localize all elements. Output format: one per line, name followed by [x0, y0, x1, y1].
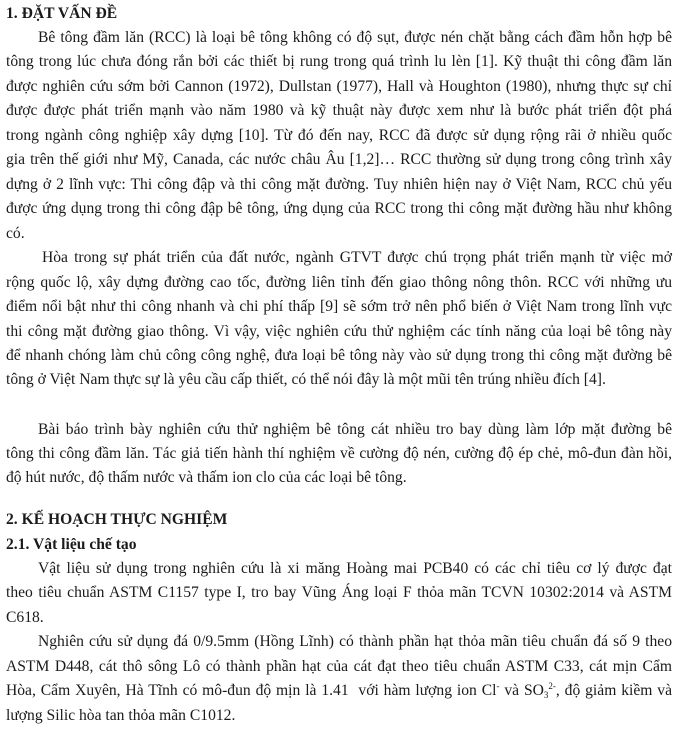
paragraph-line: để nhanh chóng làm chủ công công nghệ, đưa loại bê tông này vào sử dụng trong thi công mặt đường bê — [6, 347, 672, 364]
paragraph-line: ASTM D448, cát thô sông Lô có thành phần hạt của cát đạt theo tiêu chuẩn ASTM C33, cát mịn Cẩm — [6, 658, 672, 675]
paragraph-line: tông ở Việt Nam thực sự là yêu cầu cấp thiết, có thể nói đây là một mũi tên trúng nhiều đích [4]. — [6, 371, 606, 388]
paragraph-line: Vật liệu sử dụng trong nghiên cứu là xi măng Hoàng mai PCB40 có các chỉ tiêu cơ lý được đạt — [38, 560, 672, 577]
paragraph-line: được nghiên cứu sớm bởi Cannon (1972), Dullstan (1977), Hall và Houghton (1980), nhưng thực sự chỉ — [6, 78, 672, 95]
text-segment: và SO — [499, 682, 544, 699]
paragraph-line: trong ngành công nghiệp xây dựng [10]. Từ đó đến nay, RCC đã được sử dụng rộng rãi ở nhiều quốc — [6, 127, 672, 144]
paragraph-line-with-formula — [6, 681, 672, 701]
paragraph-line: điểm nổi bật như thi công nhanh và chi phí thấp [9] sẽ sớm trở nên phổ biến ở Việt Nam trong lĩnh vực — [6, 298, 672, 315]
paragraph-line: tông trong lúc chưa đóng rắn bởi các thiết bị rung trong quá trình lu lèn [1]. Kỹ thuật thi công đầm lăn — [6, 53, 672, 70]
paragraph-line: có. — [6, 225, 25, 242]
chloride-charge: - — [496, 681, 500, 691]
paragraph-line: tông thi công đầm lăn. Tác giả tiến hành thí nghiệm về cường độ nén, cường độ ép chẻ, mô-đun đàn hồi, — [6, 445, 672, 462]
sulfite-subscript: 3 — [543, 690, 549, 700]
paragraph-line: được được phát triển mạnh vào năm 1980 và kỹ thuật này được xem như là bước phát triển đột phá — [6, 102, 672, 119]
paragraph-line: độ hút nước, độ thấm nước và thấm ion clo của các loại bê tông. — [6, 469, 407, 486]
section-heading-1: 1. ĐẶT VẤN ĐỀ — [6, 5, 118, 22]
text-segment: Hòa, Cẩm Xuyên, Hà Tĩnh có mô-đun độ mịn là 1.41 với hàm lượng ion Cl — [6, 682, 497, 699]
paragraph-line: rộng quốc lộ, xây dựng đường cao tốc, đường liên tỉnh đến giao thông nông thôn. RCC với những ưu — [6, 274, 672, 291]
paragraph-line: Bài báo trình bày nghiên cứu thử nghiệm bê tông cát nhiều tro bay dùng làm lớp mặt đường bê — [38, 421, 672, 438]
sulfite-charge: 2- — [548, 681, 556, 691]
section-heading-2: 2. KẾ HOẠCH THỰC NGHIỆM — [6, 511, 228, 528]
paragraph-line: theo tiêu chuẩn ASTM C1157 type I, tro bay Vũng Áng loại F thỏa mãn TCVN 10302:2014 và ASTM — [6, 584, 672, 601]
paragraph-line: thi công mặt đường giao thông. Vì vậy, việc nghiên cứu thử nghiệm các tính năng của loại bê tông này — [6, 323, 672, 340]
subsection-heading: 2.1. Vật liệu chế tạo — [6, 536, 137, 553]
paragraph-line: dựng ở 2 lĩnh vực: Thi công đập và thi công mặt đường. Tuy nhiên hiện nay ở Việt Nam, RCC chủ yếu — [6, 176, 672, 193]
paragraph-line: Hòa trong sự phát triển của đất nước, ngành GTVT được chú trọng phát triển mạnh từ việc mở — [42, 249, 672, 266]
paragraph-line: Nghiên cứu sử dụng đá 0/9.5mm (Hồng Lĩnh) có thành phần hạt thỏa mãn tiêu chuẩn đá số 9 theo — [38, 633, 672, 650]
text-segment: , độ giảm kiềm và — [555, 682, 672, 699]
paragraph-line: C618. — [6, 609, 44, 626]
paragraph-line: Bê tông đầm lăn (RCC) là loại bê tông không có độ sụt, được nén chặt bằng cách đầm hỗn hợp bê — [38, 29, 672, 46]
paragraph-line: lượng Silic hòa tan thỏa mãn C1012. — [6, 707, 236, 724]
paragraph-line: gia trên thế giới như Mỹ, Canada, các nước châu Âu [1,2]… RCC thường sử dụng trong công trình xây — [6, 151, 672, 168]
paragraph-line: được ứng dụng trong thi công đập bê tông, ứng dụng của RCC trong thi công mặt đường hầu như không — [6, 200, 672, 217]
